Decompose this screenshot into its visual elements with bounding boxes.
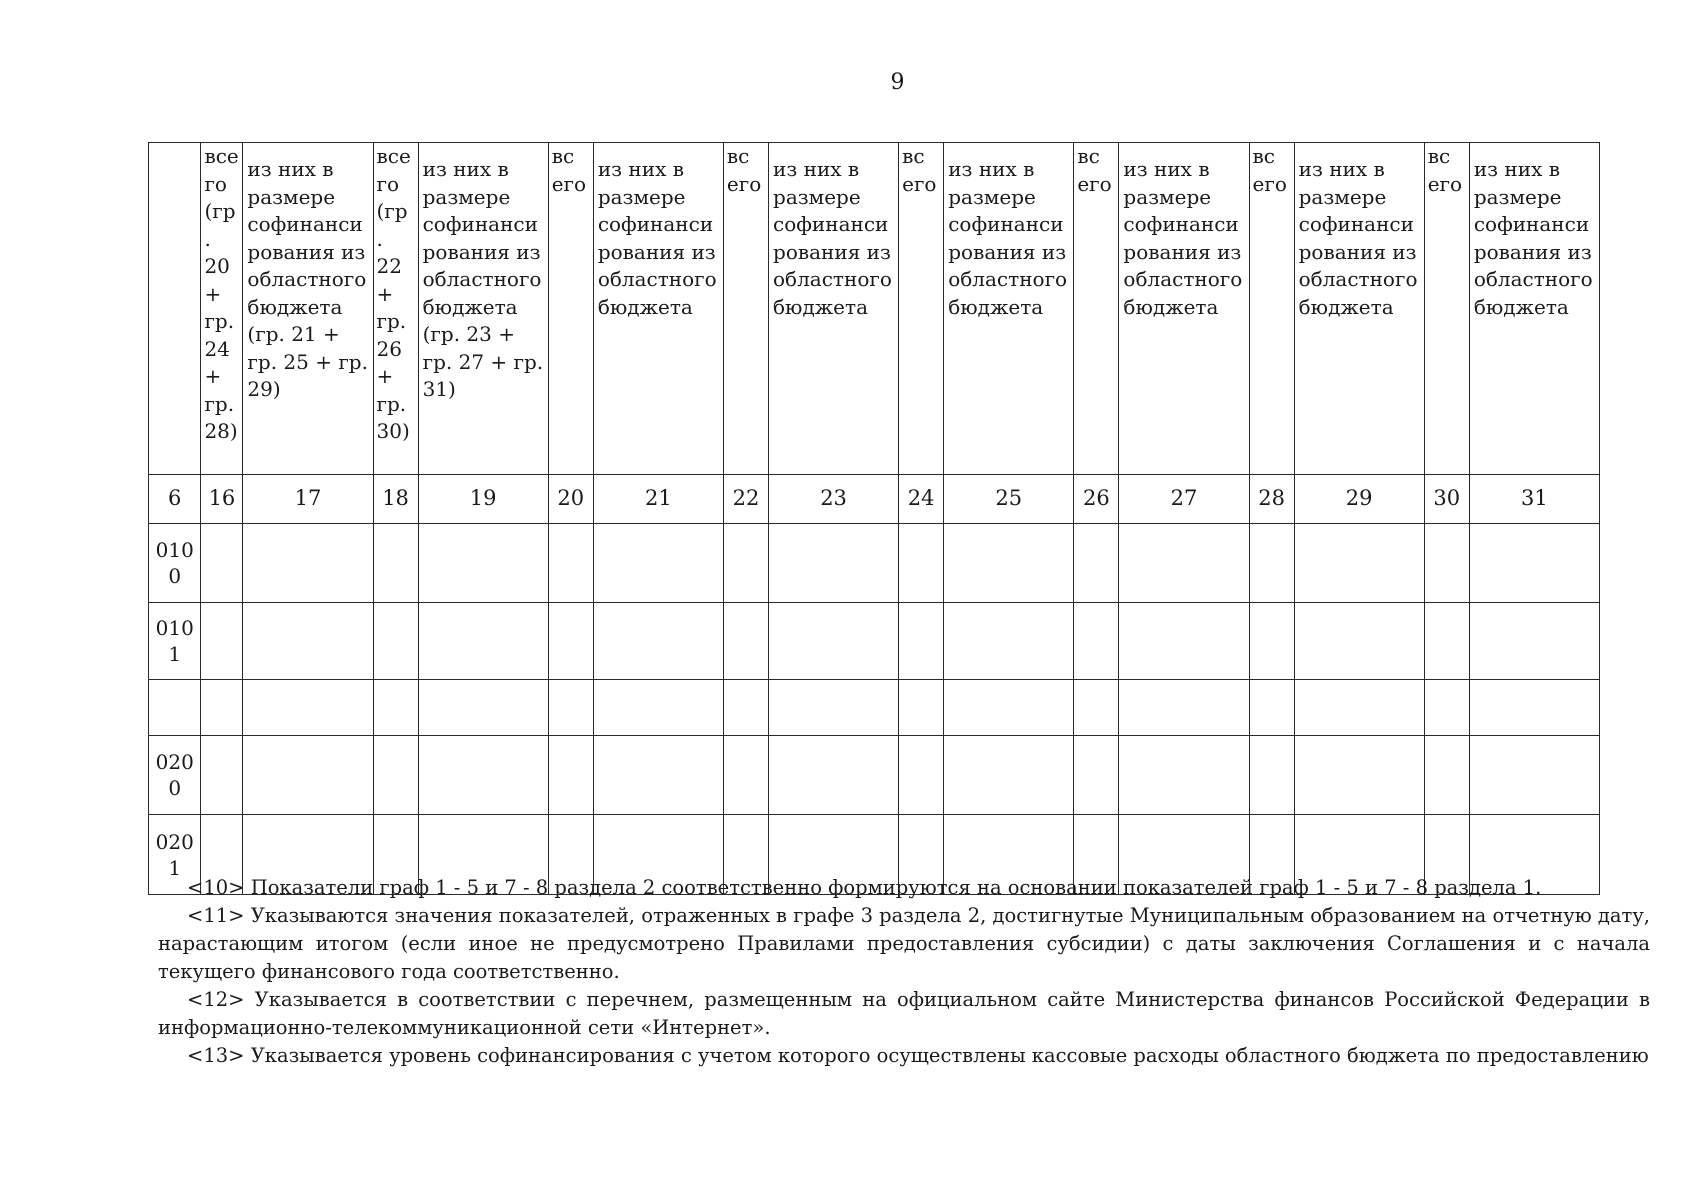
empty-cell xyxy=(243,736,373,815)
table-row xyxy=(149,524,1600,603)
empty-cell xyxy=(1119,524,1249,603)
footnote-12: <12> Указывается в соответствии с перечнем, размещенным на официальном сайте Министерства финансов Российской Федерации в информационно-телекоммуникационной сети «Интернет». xyxy=(158,988,1650,1039)
empty-cell xyxy=(769,524,899,603)
column-number-row xyxy=(149,475,1600,524)
column-number: 19 xyxy=(418,475,548,524)
empty-cell xyxy=(548,680,593,736)
empty-cell xyxy=(548,603,593,680)
column-number: 28 xyxy=(1249,475,1294,524)
empty-cell xyxy=(373,524,418,603)
empty-cell xyxy=(201,603,243,680)
header-cell-19: из них в размере софинанси рования из областного бюджета (гр. 23 + гр. 27 + гр. 31) xyxy=(418,143,548,475)
empty-cell xyxy=(593,680,723,736)
empty-cell xyxy=(1249,680,1294,736)
empty-cell xyxy=(373,736,418,815)
empty-cell xyxy=(1294,603,1424,680)
column-number: 22 xyxy=(723,475,768,524)
empty-cell xyxy=(1424,680,1469,736)
empty-cell xyxy=(1249,603,1294,680)
empty-cell xyxy=(1074,524,1119,603)
header-cell-23: из них в размере софинанси рования из областного бюджета xyxy=(769,143,899,475)
column-number: 24 xyxy=(899,475,944,524)
page-number: 9 xyxy=(890,70,905,95)
empty-cell xyxy=(899,680,944,736)
empty-cell xyxy=(1119,736,1249,815)
table-row xyxy=(149,736,1600,815)
column-number: 6 xyxy=(149,475,201,524)
header-text-row xyxy=(149,143,1600,475)
column-number: 16 xyxy=(201,475,243,524)
empty-cell xyxy=(201,680,243,736)
column-number: 25 xyxy=(944,475,1074,524)
column-number: 23 xyxy=(769,475,899,524)
column-number: 18 xyxy=(373,475,418,524)
empty-cell xyxy=(1469,736,1599,815)
empty-cell xyxy=(418,603,548,680)
header-cell-29: из них в размере софинанси рования из областного бюджета xyxy=(1294,143,1424,475)
empty-cell xyxy=(723,603,768,680)
header-cell-25: из них в размере софинанси рования из областного бюджета xyxy=(944,143,1074,475)
empty-cell xyxy=(593,524,723,603)
empty-cell xyxy=(944,680,1074,736)
column-number: 29 xyxy=(1294,475,1424,524)
header-cell-22: вс его xyxy=(723,143,768,475)
header-cell-20: вс его xyxy=(548,143,593,475)
empty-cell xyxy=(1424,603,1469,680)
column-number: 26 xyxy=(1074,475,1119,524)
empty-cell xyxy=(723,680,768,736)
column-number: 21 xyxy=(593,475,723,524)
footnotes xyxy=(158,874,1650,1070)
empty-cell xyxy=(1294,680,1424,736)
empty-cell xyxy=(243,524,373,603)
empty-cell xyxy=(1469,524,1599,603)
empty-cell xyxy=(548,524,593,603)
empty-cell xyxy=(373,603,418,680)
empty-cell xyxy=(944,603,1074,680)
empty-cell xyxy=(899,736,944,815)
column-number: 27 xyxy=(1119,475,1249,524)
footnote-10: <10> Показатели граф 1 - 5 и 7 - 8 раздела 2 соответственно формируются на основании показателей граф 1 - 5 и 7 - 8 раздела 1. xyxy=(187,876,1542,899)
header-cell-17: из них в размере софинанси рования из областного бюджета (гр. 21 + гр. 25 + гр. 29) xyxy=(243,143,373,475)
empty-cell xyxy=(1469,680,1599,736)
row-code: 020 1 xyxy=(149,815,201,895)
row-code xyxy=(149,680,201,736)
empty-cell xyxy=(243,603,373,680)
empty-cell xyxy=(1249,524,1294,603)
row-code: 010 0 xyxy=(149,524,201,603)
header-cell-28: вс его xyxy=(1249,143,1294,475)
empty-cell xyxy=(1119,603,1249,680)
empty-cell xyxy=(418,524,548,603)
header-cell-21: из них в размере софинанси рования из областного бюджета xyxy=(593,143,723,475)
report-table xyxy=(148,142,1600,895)
empty-cell xyxy=(1119,680,1249,736)
row-code: 010 1 xyxy=(149,603,201,680)
table-row xyxy=(149,603,1600,680)
empty-cell xyxy=(593,603,723,680)
footnote-11: <11> Указываются значения показателей, отраженных в графе 3 раздела 2, достигнутые Муниципальным образованием на отчетную дату, нарастающим итогом (если иное не предусмотрено Правилами предоставления субсидии) с даты заключения Соглашения и с начала текущего финансового года соответственно. xyxy=(158,904,1650,983)
table-row xyxy=(149,680,1600,736)
header-cell-26: вс его xyxy=(1074,143,1119,475)
empty-cell xyxy=(418,680,548,736)
header-cell-27: из них в размере софинанси рования из областного бюджета xyxy=(1119,143,1249,475)
footnote-13: <13> Указывается уровень софинансирования с учетом которого осуществлены кассовые расходы областного бюджета по предоставлению xyxy=(187,1044,1649,1067)
empty-cell xyxy=(1424,736,1469,815)
header-cell-6 xyxy=(149,143,201,475)
column-number: 17 xyxy=(243,475,373,524)
empty-cell xyxy=(201,736,243,815)
empty-cell xyxy=(418,736,548,815)
empty-cell xyxy=(899,603,944,680)
empty-cell xyxy=(1074,680,1119,736)
column-number: 30 xyxy=(1424,475,1469,524)
empty-cell xyxy=(1249,736,1294,815)
empty-cell xyxy=(1074,603,1119,680)
empty-cell xyxy=(243,680,373,736)
header-cell-16: все го (гр . 20 + гр. 24 + гр. 28) xyxy=(201,143,243,475)
empty-cell xyxy=(723,736,768,815)
column-number: 31 xyxy=(1469,475,1599,524)
empty-cell xyxy=(769,680,899,736)
empty-cell xyxy=(769,736,899,815)
empty-cell xyxy=(593,736,723,815)
empty-cell xyxy=(201,524,243,603)
header-cell-31: из них в размере софинанси рования из областного бюджета xyxy=(1469,143,1599,475)
scan-edge-noise xyxy=(0,1189,1695,1200)
column-number: 20 xyxy=(548,475,593,524)
empty-cell xyxy=(1294,524,1424,603)
empty-cell xyxy=(548,736,593,815)
row-code: 020 0 xyxy=(149,736,201,815)
empty-cell xyxy=(373,680,418,736)
empty-cell xyxy=(1469,603,1599,680)
empty-cell xyxy=(944,736,1074,815)
header-cell-30: вс его xyxy=(1424,143,1469,475)
empty-cell xyxy=(1294,736,1424,815)
empty-cell xyxy=(769,603,899,680)
empty-cell xyxy=(723,524,768,603)
header-cell-24: вс его xyxy=(899,143,944,475)
empty-cell xyxy=(1424,524,1469,603)
empty-cell xyxy=(944,524,1074,603)
empty-cell xyxy=(899,524,944,603)
empty-cell xyxy=(1074,736,1119,815)
header-cell-18: все го (гр . 22 + гр. 26 + гр. 30) xyxy=(373,143,418,475)
